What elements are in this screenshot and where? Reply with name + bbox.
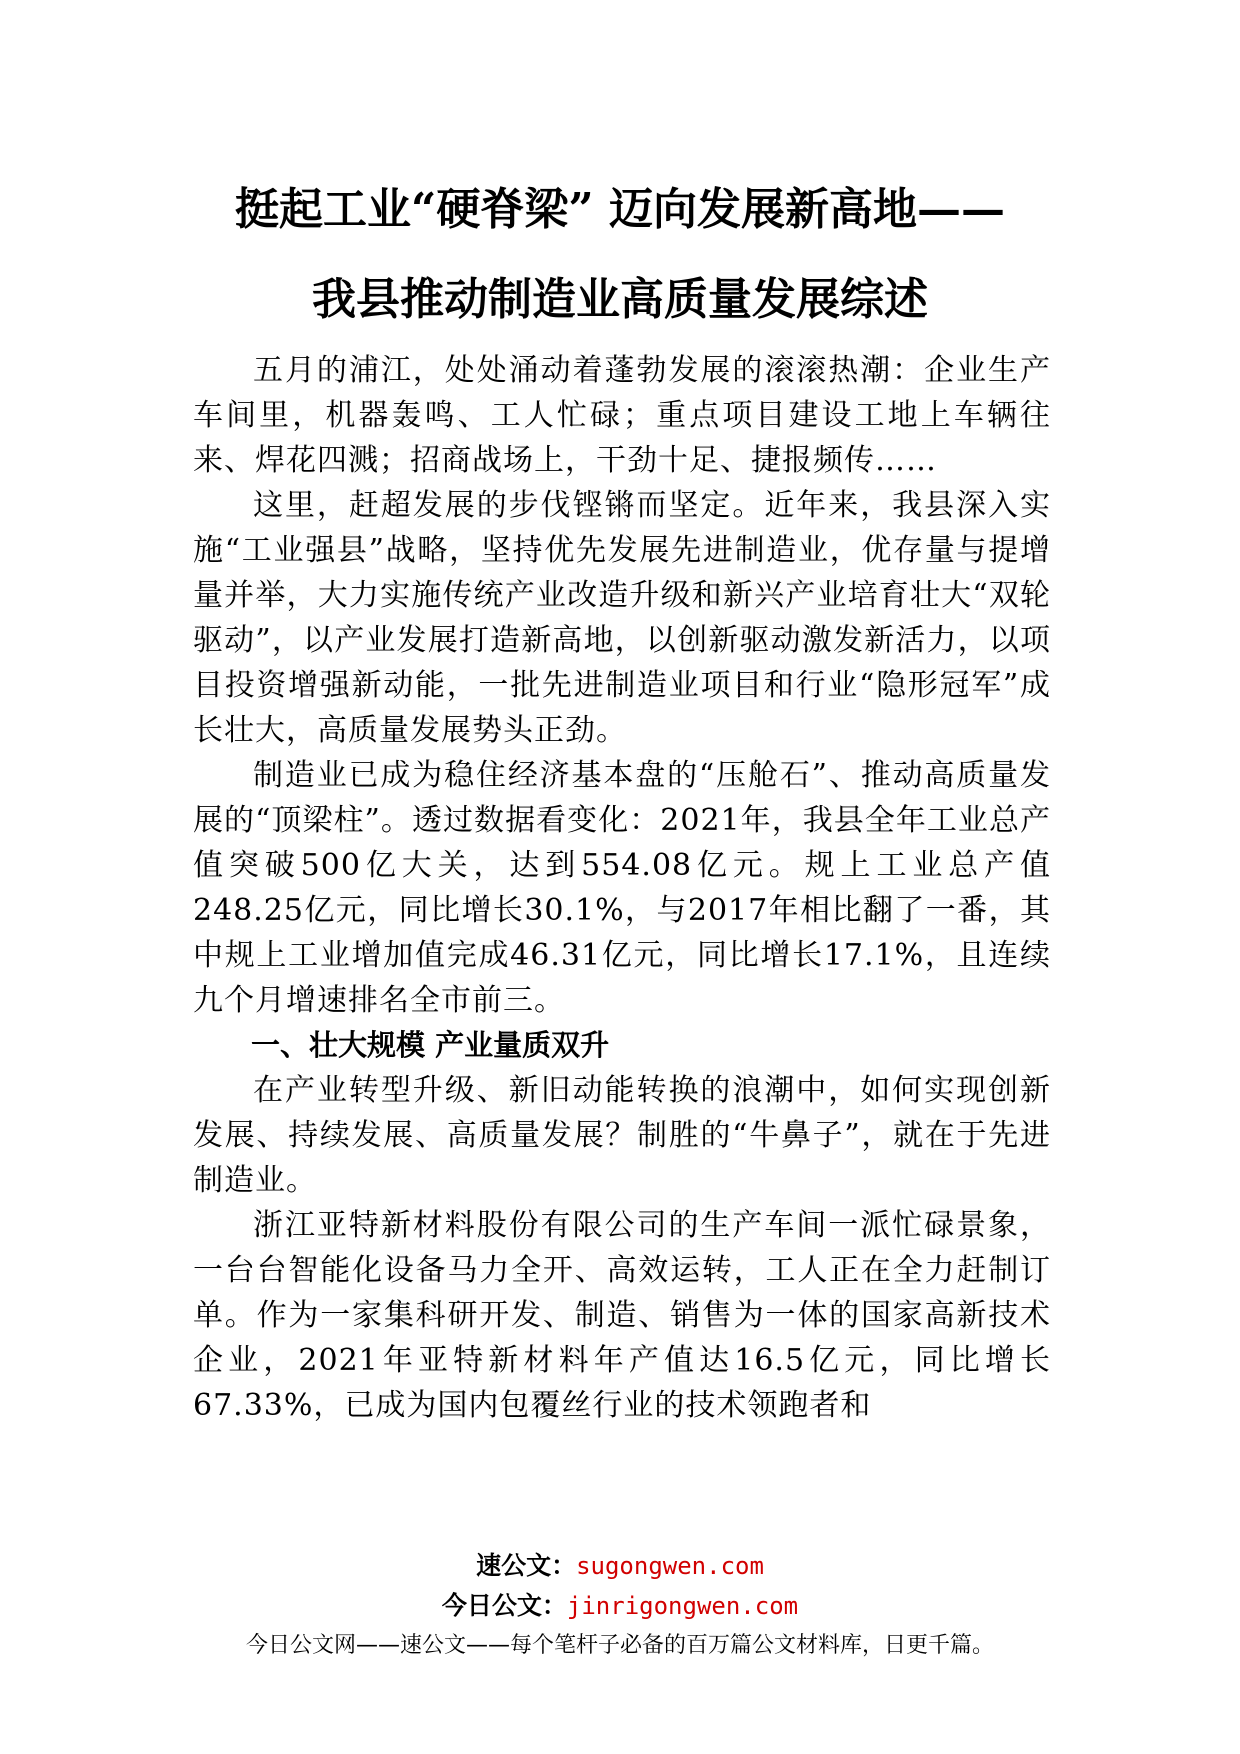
footer-line-sugongwen (0, 1550, 1240, 1582)
paragraph-5: 浙江亚特新材料股份有限公司的生产车间一派忙碌景象，一台台智能化设备马力全开、高效运转，工人正在全力赶制订单。作为一家集科研开发、制造、销售为一体的国家高新技术企业，2021年亚特新材料年产值达16.5亿元，同比增长67.33%，已成为国内包覆丝行业的技术领跑者和 (193, 1208, 1051, 1423)
footer-link-sugongwen[interactable]: sugongwen.com (576, 1552, 764, 1580)
paragraph-2: 这里，赶超发展的步伐铿锵而坚定。近年来，我县深入实施“工业强县”战略，坚持优先发展先进制造业，优存量与提增量并举，大力实施传统产业改造升级和新兴产业培育壮大“双轮驱动”，以产业发展打造新高地，以创新驱动激发新活力，以项目投资增强新动能，一批先进制造业项目和行业“隐形冠军”成长壮大，高质量发展势头正劲。 (193, 488, 1051, 748)
paragraph-1: 五月的浦江，处处涌动着蓬勃发展的滚滚热潮：企业生产车间里，机器轰鸣、工人忙碌；重点项目建设工地上车辆往来、焊花四溅；招商战场上，干劲十足、捷报频传…… (193, 353, 1051, 478)
paragraph-4: 在产业转型升级、新旧动能转换的浪潮中，如何实现创新发展、持续发展、高质量发展？制胜的“牛鼻子”，就在于先进制造业。 (193, 1073, 1051, 1198)
section-heading-1: 一、壮大规模 产业量质双升 (251, 1028, 610, 1062)
footer-slogan: 今日公文网——速公文——每个笔杆子必备的百万篇公文材料库，日更千篇。 (245, 1633, 994, 1658)
footer-label-2: 今日公文： (441, 1591, 567, 1620)
title-line-1: 挺起工业“硬脊梁” 迈向发展新高地—— (235, 184, 1005, 235)
footer-label-1: 速公文： (476, 1551, 577, 1580)
footer-link-jinrigongwen[interactable]: jinrigongwen.com (566, 1592, 799, 1620)
title-line-2: 我县推动制造业高质量发展综述 (312, 274, 928, 325)
paragraph-3: 制造业已成为稳住经济基本盘的“压舱石”、推动高质量发展的“顶梁柱”。透过数据看变化：2021年，我县全年工业总产值突破500亿大关，达到554.08亿元。规上工业总产值248.25亿元，同比增长30.1%，与2017年相比翻了一番，其中规上工业增加值完成46.31亿元，同比增长17.1%，且连续九个月增速排名全市前三。 (193, 758, 1051, 1018)
footer-line-jinrigongwen (0, 1590, 1240, 1622)
article-body (193, 348, 1051, 1428)
